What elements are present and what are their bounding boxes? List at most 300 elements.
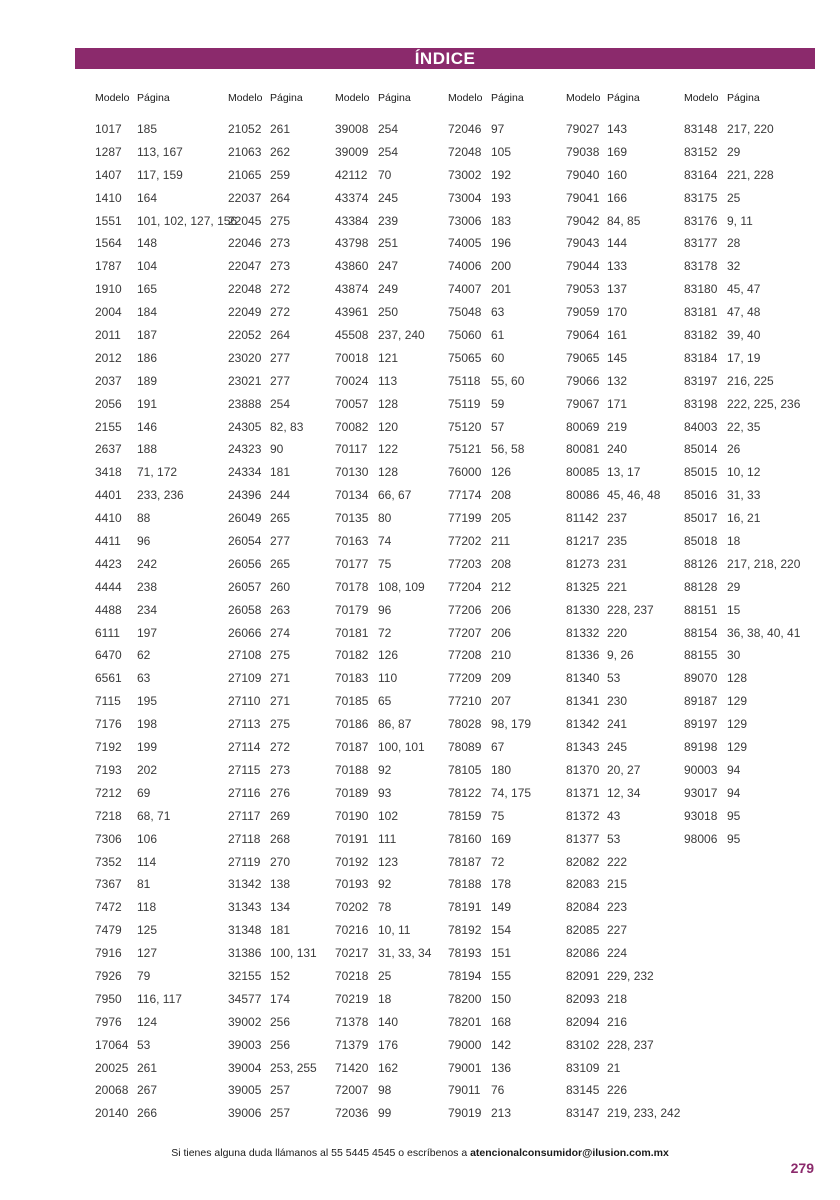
- index-entry: [448, 393, 531, 416]
- index-entry: [684, 438, 800, 461]
- index-entry: [566, 301, 680, 324]
- page-reference: 113: [378, 373, 398, 388]
- model-number: 1564: [95, 236, 122, 251]
- index-entry: [566, 553, 680, 576]
- index-entry: [95, 851, 237, 874]
- index-entry: [95, 301, 237, 324]
- model-number: 78192: [448, 923, 482, 938]
- model-number: 89198: [684, 740, 718, 755]
- page-reference: 271: [270, 671, 291, 686]
- page-reference: 189: [137, 373, 158, 388]
- model-number: 85017: [684, 511, 718, 526]
- model-number: 7976: [95, 1014, 122, 1029]
- model-number: 78194: [448, 968, 482, 983]
- index-entry: [448, 1079, 531, 1102]
- model-column-label: Modelo: [566, 92, 601, 104]
- index-entry: [448, 1034, 531, 1057]
- page-reference: 29: [727, 579, 741, 594]
- model-number: 70186: [335, 717, 369, 732]
- model-number: 1910: [95, 282, 122, 297]
- page-reference: 53: [137, 1037, 151, 1052]
- index-entry: [95, 278, 237, 301]
- page-reference: 21: [607, 1060, 621, 1075]
- index-entry: [335, 118, 431, 141]
- model-number: 70219: [335, 991, 369, 1006]
- index-entry: [228, 164, 317, 187]
- page-reference: 174: [270, 991, 291, 1006]
- index-entry: [448, 1011, 531, 1034]
- page-reference: 273: [270, 762, 291, 777]
- model-column-label: Modelo: [684, 92, 719, 104]
- index-entry: [228, 965, 317, 988]
- page-reference: 133: [607, 259, 628, 274]
- model-number: 81341: [566, 694, 600, 709]
- index-entry: [335, 736, 431, 759]
- model-number: 70193: [335, 877, 369, 892]
- model-number: 81273: [566, 556, 600, 571]
- model-number: 7176: [95, 717, 122, 732]
- page-reference: 178: [491, 877, 512, 892]
- model-number: 70117: [335, 442, 368, 457]
- page-reference: 67: [491, 740, 505, 755]
- model-number: 81343: [566, 740, 600, 755]
- index-entry: [448, 713, 531, 736]
- index-entry: [335, 461, 431, 484]
- model-number: 73002: [448, 167, 482, 182]
- model-number: 7218: [95, 808, 122, 823]
- index-entry: [228, 873, 317, 896]
- page-reference: 238: [137, 579, 158, 594]
- model-number: 24334: [228, 465, 262, 480]
- index-entry: [335, 416, 431, 439]
- page-reference: 164: [137, 190, 158, 205]
- index-entry: [566, 1034, 680, 1057]
- model-number: 82085: [566, 923, 600, 938]
- page-reference: 261: [270, 122, 291, 136]
- index-entry: [95, 1079, 237, 1102]
- page-reference: 208: [491, 488, 512, 503]
- page-reference: 79: [137, 968, 151, 983]
- model-number: 43374: [335, 190, 369, 205]
- page-reference: 221: [607, 579, 628, 594]
- model-number: 26066: [228, 625, 262, 640]
- page-reference: 264: [270, 328, 291, 343]
- page-reference: 161: [607, 328, 628, 343]
- model-number: 72007: [335, 1083, 369, 1098]
- model-number: 78105: [448, 762, 482, 777]
- index-entry: [335, 965, 431, 988]
- index-entry: [684, 553, 800, 576]
- page-reference: 72: [491, 854, 505, 869]
- model-number: 93017: [684, 785, 718, 800]
- index-entry: [684, 164, 800, 187]
- model-number: 6470: [95, 648, 122, 663]
- model-number: 1407: [95, 167, 122, 182]
- page-reference: 78: [378, 900, 392, 915]
- page-reference: 160: [607, 167, 628, 182]
- page-reference: 100, 101: [378, 740, 425, 755]
- model-number: 21052: [228, 122, 262, 136]
- model-number: 71420: [335, 1060, 369, 1075]
- page-reference: 116, 117: [137, 991, 182, 1006]
- model-number: 79053: [566, 282, 600, 297]
- index-entry: [684, 232, 800, 255]
- index-entry: [448, 416, 531, 439]
- index-entry: [566, 1102, 680, 1125]
- model-number: 70189: [335, 785, 369, 800]
- page-reference: 169: [607, 144, 628, 159]
- index-entry: [566, 1011, 680, 1034]
- page-reference: 95: [727, 808, 741, 823]
- page-reference: 168: [491, 1014, 512, 1029]
- page-column-label: Página: [727, 92, 760, 104]
- page-reference: 138: [270, 877, 291, 892]
- index-entry: [566, 347, 680, 370]
- model-number: 89197: [684, 717, 718, 732]
- page-reference: 126: [378, 648, 399, 663]
- page-reference: 140: [378, 1014, 399, 1029]
- index-entry: [335, 484, 431, 507]
- index-entry: [335, 370, 431, 393]
- model-number: 72036: [335, 1106, 369, 1121]
- index-entry: [335, 507, 431, 530]
- index-entry: [95, 873, 237, 896]
- model-number: 72048: [448, 144, 482, 159]
- page-reference: 254: [378, 144, 399, 159]
- index-entry: [335, 210, 431, 233]
- model-number: 82084: [566, 900, 600, 915]
- model-column-label: Modelo: [448, 92, 483, 104]
- page-reference: 149: [491, 900, 512, 915]
- page-reference: 129: [727, 694, 748, 709]
- index-entry: [448, 141, 531, 164]
- model-number: 71378: [335, 1014, 369, 1029]
- model-number: 83145: [566, 1083, 600, 1098]
- page-reference: 209: [491, 671, 512, 686]
- model-number: 80069: [566, 419, 600, 434]
- index-entry: [448, 828, 531, 851]
- index-entry: [335, 1079, 431, 1102]
- index-entry: [448, 1057, 531, 1080]
- page-reference: 62: [137, 648, 151, 663]
- page-reference: 150: [491, 991, 512, 1006]
- index-entry: [684, 461, 800, 484]
- page-reference: 76: [491, 1083, 505, 1098]
- model-number: 31343: [228, 900, 262, 915]
- model-number: 77203: [448, 556, 482, 571]
- index-entry: [566, 965, 680, 988]
- index-entry: [228, 988, 317, 1011]
- model-number: 45508: [335, 328, 369, 343]
- page-reference: 183: [491, 213, 512, 228]
- index-entry: [228, 324, 317, 347]
- model-number: 2155: [95, 419, 122, 434]
- model-number: 7192: [95, 740, 122, 755]
- index-entry: [228, 301, 317, 324]
- model-number: 24323: [228, 442, 262, 457]
- index-entry: [95, 919, 237, 942]
- page-reference: 247: [378, 259, 399, 274]
- index-entry: [95, 530, 237, 553]
- model-number: 31342: [228, 877, 262, 892]
- model-number: 70018: [335, 350, 369, 365]
- page-reference: 242: [137, 556, 158, 571]
- page-reference: 68, 71: [137, 808, 171, 823]
- page-reference: 86, 87: [378, 717, 412, 732]
- model-number: 70181: [335, 625, 369, 640]
- page-reference: 273: [270, 259, 291, 274]
- page-reference: 111: [378, 831, 397, 846]
- model-number: 75065: [448, 350, 482, 365]
- page-reference: 230: [607, 694, 628, 709]
- index-entry: [566, 1057, 680, 1080]
- model-number: 77204: [448, 579, 482, 594]
- page-reference: 257: [270, 1083, 291, 1098]
- index-entry: [684, 347, 800, 370]
- model-number: 39003: [228, 1037, 262, 1052]
- index-entry: [95, 164, 237, 187]
- index-entry: [95, 782, 237, 805]
- page-reference: 181: [270, 465, 291, 480]
- model-number: 89070: [684, 671, 718, 686]
- index-entry: [566, 690, 680, 713]
- page-reference: 9, 26: [607, 648, 634, 663]
- index-entry: [566, 805, 680, 828]
- index-entry: [95, 644, 237, 667]
- page-reference: 171: [607, 396, 628, 411]
- page-reference: 104: [137, 259, 158, 274]
- page-reference: 275: [270, 717, 291, 732]
- model-number: 39002: [228, 1014, 262, 1029]
- model-number: 79027: [566, 122, 600, 136]
- index-entry: [566, 873, 680, 896]
- index-entry: [335, 942, 431, 965]
- model-number: 83109: [566, 1060, 600, 1075]
- model-number: 7352: [95, 854, 122, 869]
- page-reference: 245: [607, 740, 628, 755]
- page-reference: 132: [607, 373, 628, 388]
- index-entry: [95, 1102, 237, 1125]
- model-number: 7212: [95, 785, 122, 800]
- model-number: 7916: [95, 946, 122, 961]
- model-number: 27118: [228, 831, 261, 846]
- model-number: 79067: [566, 396, 600, 411]
- index-entry: [448, 553, 531, 576]
- model-number: 1551: [95, 213, 122, 228]
- index-entry: [566, 393, 680, 416]
- page-reference: 110: [378, 671, 398, 686]
- model-number: 70185: [335, 694, 369, 709]
- index-entry: [684, 759, 800, 782]
- index-entry: [95, 896, 237, 919]
- page-reference: 275: [270, 648, 291, 663]
- page-reference: 59: [491, 396, 505, 411]
- model-number: 31348: [228, 923, 262, 938]
- index-entry: [566, 278, 680, 301]
- index-entry: [566, 713, 680, 736]
- model-number: 27108: [228, 648, 262, 663]
- model-number: 78159: [448, 808, 482, 823]
- index-entry: [335, 622, 431, 645]
- model-number: 80085: [566, 465, 600, 480]
- index-entry: [448, 736, 531, 759]
- page-reference: 272: [270, 305, 291, 320]
- index-entry: [335, 896, 431, 919]
- page-reference: 75: [491, 808, 505, 823]
- page-reference: 12, 34: [607, 785, 641, 800]
- index-entry: [335, 530, 431, 553]
- page-reference: 198: [137, 717, 158, 732]
- page-reference: 267: [137, 1083, 158, 1098]
- index-entry: [228, 507, 317, 530]
- index-entry: [95, 416, 237, 439]
- page-reference: 251: [378, 236, 399, 251]
- model-number: 39008: [335, 122, 369, 136]
- index-entry: [95, 713, 237, 736]
- index-entry: [684, 782, 800, 805]
- index-entry: [684, 828, 800, 851]
- page-reference: 256: [270, 1014, 291, 1029]
- page-reference: 206: [491, 602, 512, 617]
- index-entry: [448, 232, 531, 255]
- page-reference: 113, 167: [137, 144, 183, 159]
- model-number: 82083: [566, 877, 600, 892]
- index-entry: [228, 622, 317, 645]
- index-entry: [95, 255, 237, 278]
- page-reference: 263: [270, 602, 291, 617]
- index-entry: [684, 484, 800, 507]
- page-reference: 270: [270, 854, 291, 869]
- model-number: 88154: [684, 625, 718, 640]
- model-number: 23888: [228, 396, 262, 411]
- model-number: 90003: [684, 762, 718, 777]
- model-number: 75060: [448, 328, 482, 343]
- column-header: [335, 90, 431, 118]
- model-number: 70187: [335, 740, 369, 755]
- index-entry: [448, 576, 531, 599]
- model-number: 88126: [684, 556, 718, 571]
- page-reference: 71, 172: [137, 465, 178, 480]
- page-reference: 15: [727, 602, 741, 617]
- page-reference: 180: [491, 762, 512, 777]
- page-reference: 99: [378, 1106, 392, 1121]
- page-reference: 28: [727, 236, 741, 251]
- model-number: 79019: [448, 1106, 482, 1121]
- model-number: 43874: [335, 282, 369, 297]
- page-reference: 277: [270, 350, 291, 365]
- page-reference: 224: [607, 946, 628, 961]
- model-number: 83164: [684, 167, 718, 182]
- page-reference: 250: [378, 305, 399, 320]
- index-column: [95, 90, 237, 1125]
- model-number: 20025: [95, 1060, 129, 1075]
- index-entry: [335, 759, 431, 782]
- index-entry: [448, 164, 531, 187]
- index-entry: [566, 576, 680, 599]
- model-number: 77174: [448, 488, 482, 503]
- page-reference: 128: [727, 671, 748, 686]
- page-reference: 18: [378, 991, 392, 1006]
- index-entry: [566, 370, 680, 393]
- model-number: 4401: [95, 488, 122, 503]
- page-reference: 31, 33, 34: [378, 946, 432, 961]
- model-number: 83198: [684, 396, 718, 411]
- index-entry: [335, 805, 431, 828]
- page-reference: 226: [607, 1083, 628, 1098]
- page-reference: 202: [137, 762, 158, 777]
- index-entry: [228, 553, 317, 576]
- index-entry: [335, 713, 431, 736]
- page-reference: 144: [607, 236, 628, 251]
- model-number: 70218: [335, 968, 369, 983]
- model-column-label: Modelo: [335, 92, 370, 104]
- model-number: 82082: [566, 854, 600, 869]
- page-reference: 216: [607, 1014, 628, 1029]
- model-number: 17064: [95, 1037, 129, 1052]
- page-reference: 69: [137, 785, 151, 800]
- page-reference: 276: [270, 785, 291, 800]
- page-reference: 186: [137, 350, 158, 365]
- model-number: 2004: [95, 305, 122, 320]
- page-reference: 155: [491, 968, 512, 983]
- page-reference: 136: [491, 1060, 512, 1075]
- page-reference: 165: [137, 282, 158, 297]
- model-number: 4411: [95, 534, 121, 549]
- index-entry: [335, 828, 431, 851]
- model-number: 70178: [335, 579, 369, 594]
- page-reference: 227: [607, 923, 628, 938]
- page-reference: 237: [607, 511, 628, 526]
- page-reference: 259: [270, 167, 291, 182]
- page-reference: 199: [137, 740, 158, 755]
- index-entry: [228, 644, 317, 667]
- index-entry: [335, 1057, 431, 1080]
- model-number: 81370: [566, 762, 600, 777]
- index-entry: [228, 210, 317, 233]
- index-entry: [448, 805, 531, 828]
- model-number: 4444: [95, 579, 122, 594]
- index-entry: [448, 187, 531, 210]
- page-reference: 29: [727, 144, 741, 159]
- model-number: 83175: [684, 190, 718, 205]
- model-number: 43798: [335, 236, 369, 251]
- index-entry: [95, 1011, 237, 1034]
- page-reference: 66, 67: [378, 488, 412, 503]
- page-reference: 17, 19: [727, 350, 761, 365]
- index-entry: [335, 347, 431, 370]
- page-reference: 18: [727, 534, 741, 549]
- index-entry: [566, 255, 680, 278]
- model-number: 7472: [95, 900, 122, 915]
- page-reference: 219: [607, 419, 628, 434]
- model-number: 4423: [95, 556, 122, 571]
- page-reference: 55, 60: [491, 373, 525, 388]
- column-header: [95, 90, 237, 118]
- index-entry: [335, 393, 431, 416]
- model-number: 74005: [448, 236, 482, 251]
- page-reference: 65: [378, 694, 392, 709]
- index-column: [566, 90, 680, 1125]
- index-entry: [566, 210, 680, 233]
- page-reference: 25: [727, 190, 741, 205]
- page-reference: 201: [491, 282, 512, 297]
- model-number: 27113: [228, 717, 261, 732]
- index-entry: [448, 507, 531, 530]
- contact-email-link[interactable]: atencionalconsumidor@ilusion.com.mx: [470, 1147, 669, 1159]
- index-entry: [448, 255, 531, 278]
- model-number: 26049: [228, 511, 262, 526]
- page-reference: 262: [270, 144, 291, 159]
